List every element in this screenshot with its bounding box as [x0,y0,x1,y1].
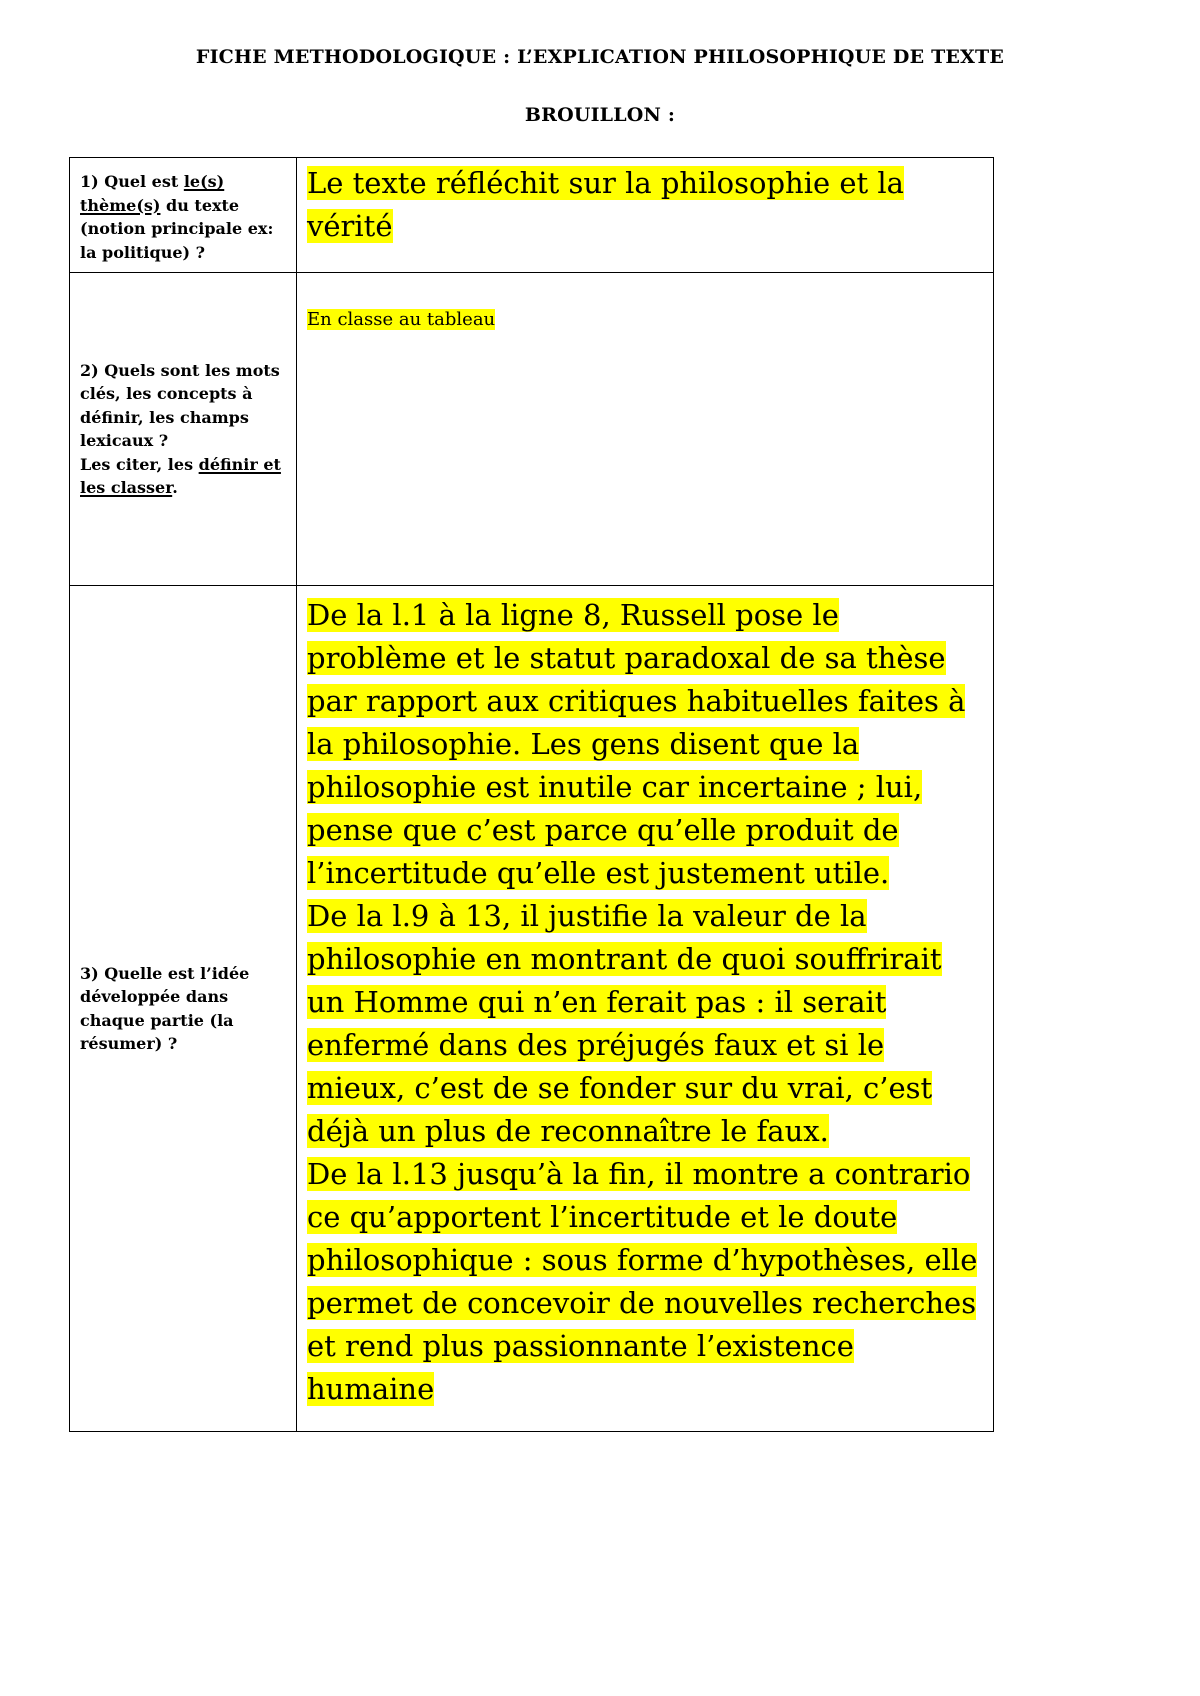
answer-paragraph-3: De la l.13 jusqu’à la fin, il montre a contrario ce qu’apportent l’incertitude et le doute philosophique : sous forme d’hypothèses, elle permet de concevoir de nouvelles recherches et rend plus passionnante l’existence humaine [307,1157,978,1406]
answer-cell-ideas [297,586,994,1432]
question-text: 2) Quels sont les mots clés, les concepts à définir, les champs lexicaux ? [80,360,280,450]
question-text-underlined: définir et les classer [80,454,281,497]
question-cell-keywords [70,273,297,586]
methodology-table [69,157,994,1432]
answer-ideas [297,586,993,1411]
question-cell-theme [70,158,297,273]
table-row-ideas [70,586,994,1432]
answer-paragraph-1: De la l.1 à la ligne 8, Russell pose le problème et le statut paradoxal de sa thèse par rapport aux critiques habituelles faites à la philosophie. Les gens disent que la philosophie est inutile car incertaine ; lui, pense que c’est parce qu’elle produit de l’incertitude qu’elle est justement utile. [307,598,966,890]
question-text: du texte (notion principale ex: la politique) ? [80,195,274,262]
question-cell-ideas [70,586,297,1432]
answer-keywords [297,273,993,333]
question-text: 1) Quel est [80,172,184,191]
answer-cell-keywords [297,273,994,586]
table-row-theme [70,158,994,273]
question-text: . [172,478,178,497]
question-keywords [70,359,296,500]
question-text-underlined: le(s) thème(s) [80,172,225,215]
table-row-keywords [70,273,994,586]
answer-text: En classe au tableau [307,309,496,330]
question-theme [70,158,296,264]
document-title: FICHE METHODOLOGIQUE : L’EXPLICATION PHILOSOPHIQUE DE TEXTE [195,46,1005,68]
document-subtitle: BROUILLON : [524,104,676,126]
answer-cell-theme [297,158,994,273]
answer-text: Le texte réfléchit sur la philosophie et la vérité [307,166,904,243]
question-text: Les citer, les [80,454,199,474]
answer-paragraph-2: De la l.9 à 13, il justifie la valeur de la philosophie en montrant de quoi souffrirait un Homme qui n’en ferait pas : il serait enfermé dans des préjugés faux et si le mieux, c’est de se fonder sur du vrai, c’est déjà un plus de reconnaître le faux. [307,899,942,1148]
question-text: 3) Quelle est l’idée développée dans chaque partie (la résumer) ? [80,963,250,1053]
answer-theme [297,158,993,248]
question-ideas [70,962,296,1056]
